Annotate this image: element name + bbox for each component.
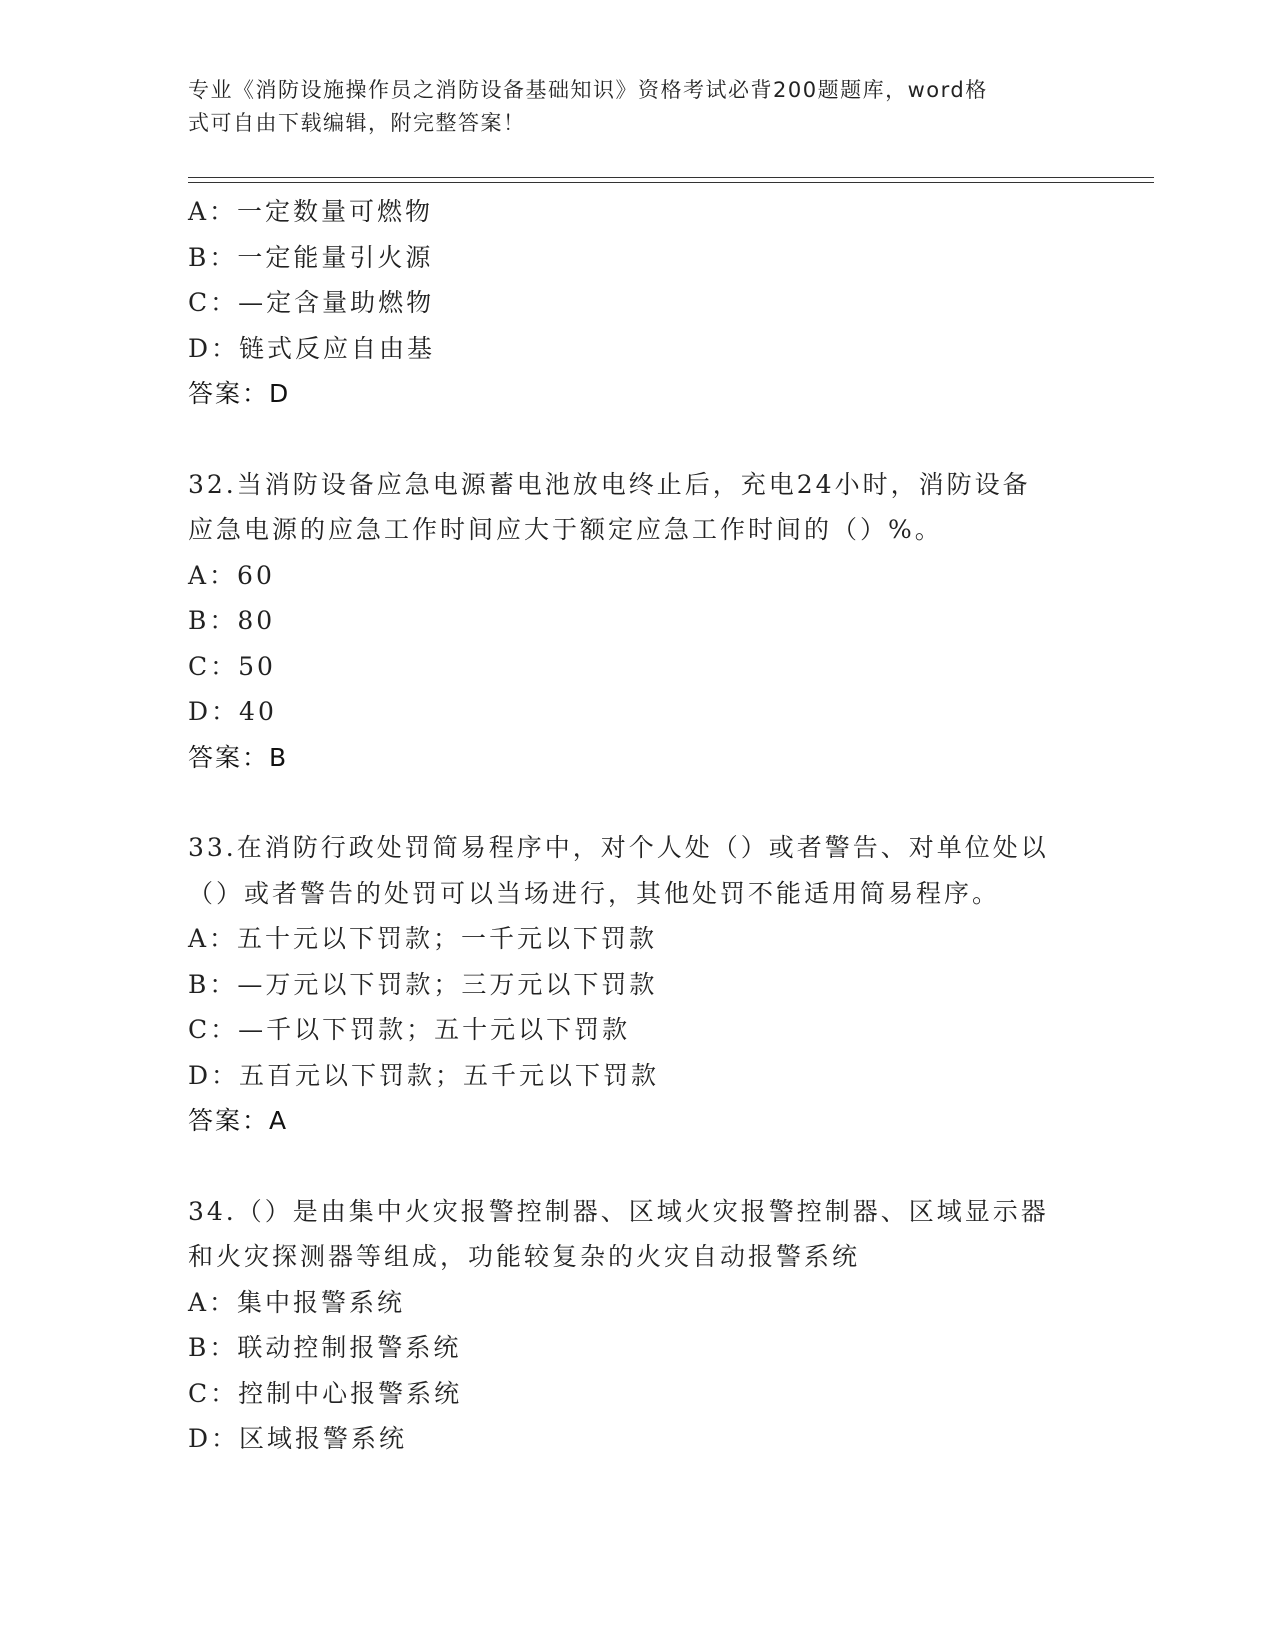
question-text — [188, 1189, 1088, 1280]
option-c: C：—定含量助燃物 — [188, 288, 435, 317]
answer: 答案：A — [188, 1106, 289, 1135]
option-d: D：链式反应自由基 — [188, 333, 436, 363]
question-31 — [188, 189, 1108, 417]
option-a: A：集中报警系统 — [188, 1287, 406, 1317]
option-b: B：一定能量引火源 — [188, 242, 434, 272]
option-d: D：区域报警系统 — [188, 1424, 408, 1453]
question-line-1: 34.（）是由集中火灾报警控制器、区域火灾报警控制器、区域显示器 — [188, 1196, 1049, 1226]
option-a: A：一定数量可燃物 — [188, 197, 434, 226]
question-33 — [188, 825, 1108, 1144]
header-rule-top — [188, 177, 1154, 178]
header-line-1: 专业《消防设施操作员之消防设备基础知识》资格考试必背200题题库，word格 — [188, 78, 988, 102]
option-a: A：五十元以下罚款；一千元以下罚款 — [188, 924, 658, 953]
question-text — [188, 462, 1088, 553]
question-list — [188, 189, 1108, 1462]
question-32 — [188, 462, 1108, 781]
question-34 — [188, 1189, 1108, 1462]
header-line-2: 式可自由下载编辑，附完整答案！ — [188, 111, 526, 135]
option-b: B：—万元以下罚款；三万元以下罚款 — [188, 969, 658, 999]
answer: 答案：D — [188, 379, 291, 408]
option-b: B：80 — [188, 606, 276, 635]
question-line-2: （）或者警告的处罚可以当场进行，其他处罚不能适用简易程序。 — [188, 878, 1001, 908]
answer: 答案：B — [188, 742, 289, 772]
option-a: A：60 — [188, 560, 275, 590]
question-text — [188, 825, 1088, 916]
option-c: C：50 — [188, 651, 276, 681]
question-line-1: 33.在消防行政处罚简易程序中，对个人处（）或者警告、对单位处以 — [188, 833, 1049, 862]
option-c: C：—千以下罚款；五十元以下罚款 — [188, 1015, 631, 1044]
header-rule-bottom — [188, 182, 1154, 183]
option-b: B：联动控制报警系统 — [188, 1333, 462, 1362]
question-line-1: 32.当消防设备应急电源蓄电池放电终止后，充电24小时，消防设备 — [188, 469, 1031, 499]
option-d: D：40 — [188, 697, 277, 726]
question-line-2: 和火灾探测器等组成，功能较复杂的火灾自动报警系统 — [188, 1242, 861, 1271]
option-d: D：五百元以下罚款；五千元以下罚款 — [188, 1060, 660, 1090]
document-header — [188, 74, 1088, 140]
option-c: C：控制中心报警系统 — [188, 1378, 463, 1408]
question-line-2: 应急电源的应急工作时间应大于额定应急工作时间的（）%。 — [188, 515, 943, 544]
